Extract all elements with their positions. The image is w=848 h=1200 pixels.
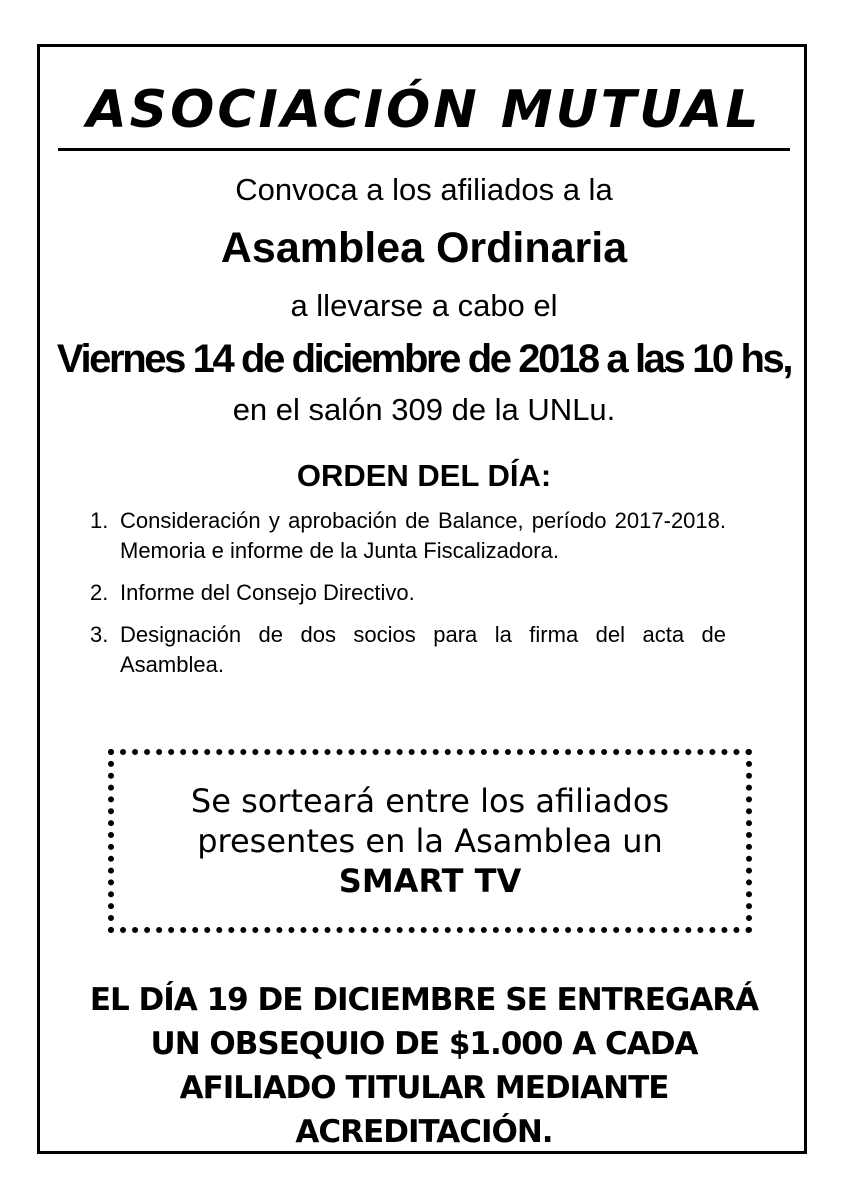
agenda-item [90, 620, 726, 680]
page-title: ASOCIACIÓN MUTUAL [86, 80, 762, 140]
agenda-item-text: Informe del Consejo Directivo. [120, 580, 415, 605]
closing-notice [37, 978, 811, 1154]
event-date-time: Viernes 14 de diciembre de 2018 a las 10 hs, [56, 337, 792, 381]
closing-line: EL DÍA 19 DE DICIEMBRE SE ENTREGARÁ [89, 982, 759, 1018]
raffle-line: presentes en la Asamblea un [197, 822, 663, 860]
closing-line: ACREDITACIÓN. [295, 1114, 553, 1150]
agenda-item [90, 578, 726, 608]
agenda-item-text: Consideración y aprobación de Balance, período 2017-2018. Memoria e informe de la Junta Fiscalizadora. [120, 508, 726, 563]
agenda-item-text: Designación de dos socios para la firma del acta de Asamblea. [120, 622, 726, 677]
raffle-line: Se sorteará entre los afiliados [190, 782, 670, 820]
event-location: en el salón 309 de la UNLu. [232, 392, 616, 427]
agenda-list [90, 506, 726, 692]
agenda-heading: ORDEN DEL DÍA: [296, 458, 552, 493]
agenda-item [90, 506, 726, 566]
raffle-prize: SMART TV [338, 862, 522, 900]
closing-line: AFILIADO TITULAR MEDIANTE [179, 1070, 669, 1106]
closing-line: UN OBSEQUIO DE $1.000 A CADA [150, 1026, 698, 1062]
event-name: Asamblea Ordinaria [220, 224, 628, 272]
title-divider [58, 148, 790, 151]
agenda-item-number: 3. [90, 622, 109, 647]
agenda-item-number: 2. [90, 580, 109, 605]
raffle-box [108, 749, 752, 933]
agenda-item-number: 1. [90, 508, 109, 533]
intro-line-when: a llevarse a cabo el [290, 288, 558, 323]
intro-line: Convoca a los afiliados a la [235, 172, 613, 207]
